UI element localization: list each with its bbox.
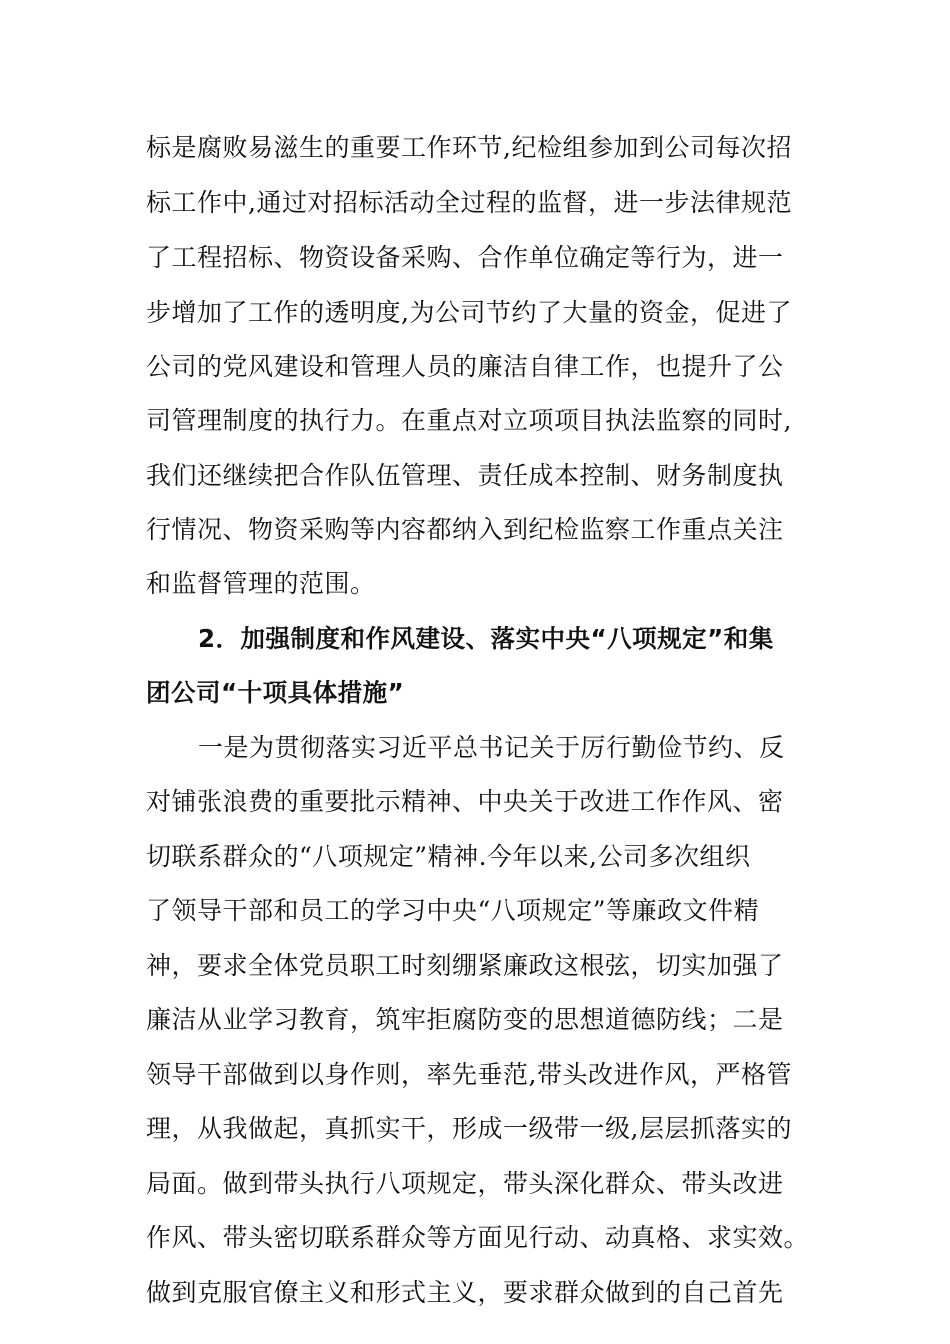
- body-text-line: 步增加了工作的透明度,为公司节约了大量的资金，促进了: [146, 298, 792, 327]
- body-text-line: 行情况、物资采购等内容都纳入到纪检监察工作重点关注: [146, 515, 784, 544]
- body-text-line: 了工程招标、物资设备采购、合作单位确定等行为，进一: [146, 243, 784, 272]
- body-text-line: 领导干部做到以身作则，率先垂范,带头改进作风，严格管: [146, 1060, 792, 1089]
- body-text-line: 和监督管理的范围。: [146, 569, 376, 598]
- body-text-line: 标工作中,通过对招标活动全过程的监督，进一步法律规范: [146, 188, 792, 217]
- body-text-line: 司管理制度的执行力。在重点对立项项目执法监察的同时,: [146, 406, 792, 435]
- body-text-line: 我们还继续把合作队伍管理、责任成本控制、财务制度执: [146, 461, 784, 490]
- body-text-line: 了领导干部和员工的学习中央“八项规定”等廉政文件精: [146, 896, 760, 925]
- body-text-line: 切联系群众的“八项规定”精神.今年以来,公司多次组织: [146, 842, 751, 871]
- body-text-line: 神，要求全体党员职工时刻绷紧廉政这根弦，切实加强了: [146, 951, 784, 980]
- body-text-line: 廉洁从业学习教育，筑牢拒腐防变的思想道德防线；二是: [146, 1005, 784, 1034]
- body-text-line: 公司的党风建设和管理人员的廉洁自律工作，也提升了公: [146, 352, 784, 381]
- body-text-line: 标是腐败易滋生的重要工作环节,纪检组参加到公司每次招: [146, 133, 792, 162]
- section-heading: 2．加强制度和作风建设、落实中央“八项规定”和集: [198, 624, 774, 653]
- body-text-line: 局面。做到带头执行八项规定，带头深化群众、带头改进: [146, 1169, 784, 1198]
- paragraph-first-line: 一是为贯彻落实习近平总书记关于厉行勤俭节约、反: [198, 733, 785, 762]
- body-text-line: 作风、带头密切联系群众等方面见行动、动真格、求实效。: [146, 1223, 810, 1252]
- body-text-line: 对铺张浪费的重要批示精神、中央关于改进工作作风、密: [146, 787, 784, 816]
- body-text-line: 做到克服官僚主义和形式主义，要求群众做到的自己首先: [146, 1278, 784, 1307]
- body-text-line: 理，从我做起，真抓实干，形成一级带一级,层层抓落实的: [146, 1114, 792, 1143]
- section-heading-continued: 团公司“十项具体措施”: [146, 678, 405, 707]
